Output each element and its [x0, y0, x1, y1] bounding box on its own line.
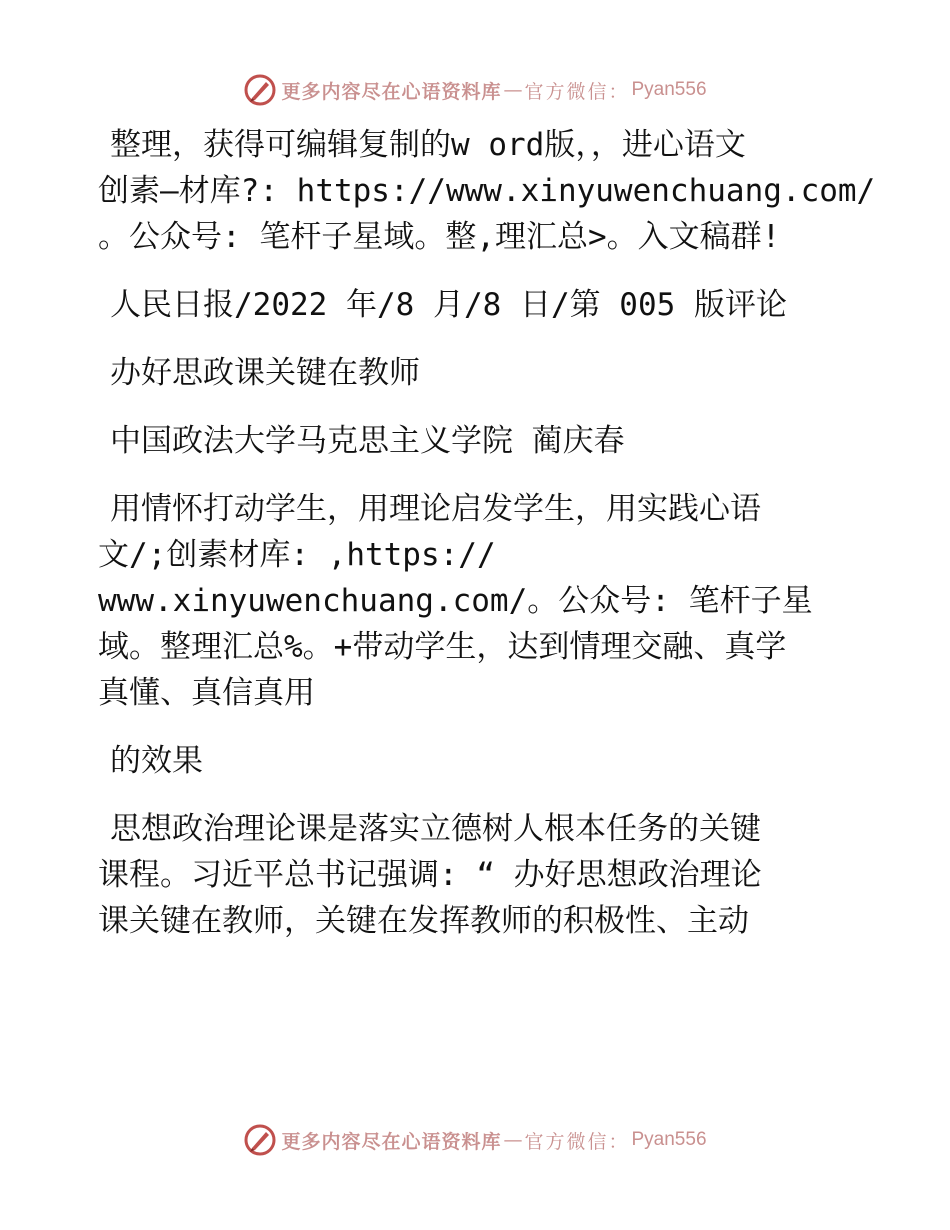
text-line: 创素—材库?: https://www.xinyuwenchuang.com/: [98, 173, 876, 209]
text-line: 真懂、真信真用: [98, 675, 315, 711]
article-title: 办好思政课关键在教师: [110, 355, 420, 391]
pen-logo-icon: [243, 73, 277, 107]
text-line: 文/;创素材库: ,https://: [98, 537, 496, 573]
document-body: [98, 122, 876, 944]
banner-dash: —: [503, 1129, 523, 1151]
footer-banner: [0, 1120, 950, 1160]
author-line: 中国政法大学马克思主义学院 蔺庆春: [110, 423, 625, 459]
text-line: 课关键在教师，关键在发挥教师的积极性、主动: [98, 903, 749, 939]
banner-dash: —: [503, 79, 523, 101]
banner-wechat-id: Pyan556: [631, 1129, 707, 1150]
text-line: 用情怀打动学生，用理论启发学生，用实践心语: [110, 491, 761, 527]
banner-wechat-id: Pyan556: [631, 79, 707, 100]
pen-logo-icon: [243, 1123, 277, 1157]
text-line: 域。整理汇总%。+带动学生，达到情理交融、真学: [98, 629, 787, 665]
source-line: 人民日报/2022 年/8 月/8 日/第 005 版评论: [110, 287, 787, 323]
banner-slogan: 更多内容尽在心语资料库: [281, 1130, 502, 1153]
text-line: www.xinyuwenchuang.com/。公众号: 笔杆子星: [98, 583, 813, 619]
banner-official-label: 官方微信：: [524, 80, 630, 103]
text-line: 。公众号: 笔杆子星域。整,理汇总>。入文稿群!: [98, 219, 781, 255]
header-banner: [0, 70, 950, 110]
text-line: 整理，获得可编辑复制的w ord版，，进心语文: [110, 127, 746, 163]
banner-slogan: 更多内容尽在心语资料库: [281, 80, 502, 103]
banner-official-label: 官方微信：: [524, 1130, 630, 1153]
text-line: 思想政治理论课是落实立德树人根本任务的关键: [110, 811, 761, 847]
text-line: 的效果: [110, 743, 203, 779]
text-line: 课程。习近平总书记强调: “ 办好思想政治理论: [98, 857, 762, 893]
